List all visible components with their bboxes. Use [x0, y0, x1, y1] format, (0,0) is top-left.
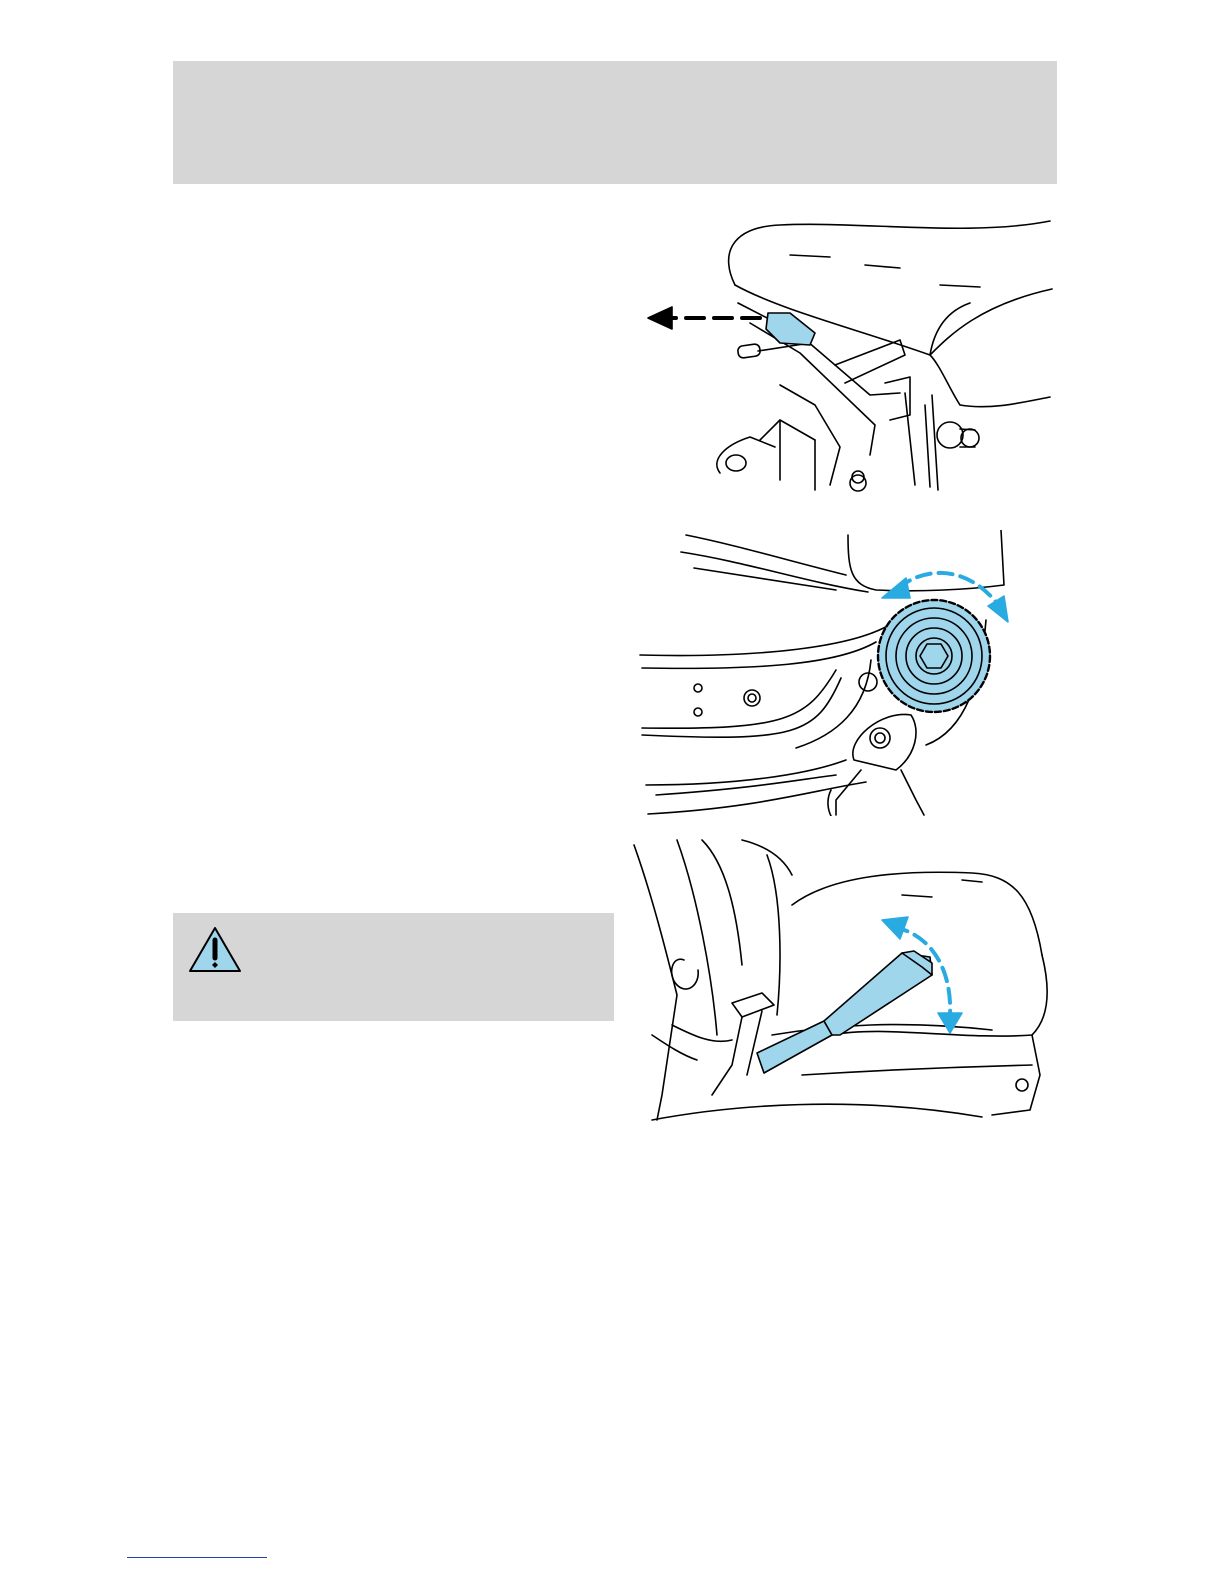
warning-box: [173, 913, 614, 1021]
seat-height-lever-illustration: [632, 835, 1054, 1125]
header-bar: [173, 61, 1057, 184]
footer-rule: [127, 1557, 267, 1558]
seat-fore-aft-lever-illustration: [640, 215, 1055, 493]
warning-triangle-icon: [187, 925, 243, 975]
seat-recline-knob-illustration: [636, 530, 1016, 816]
